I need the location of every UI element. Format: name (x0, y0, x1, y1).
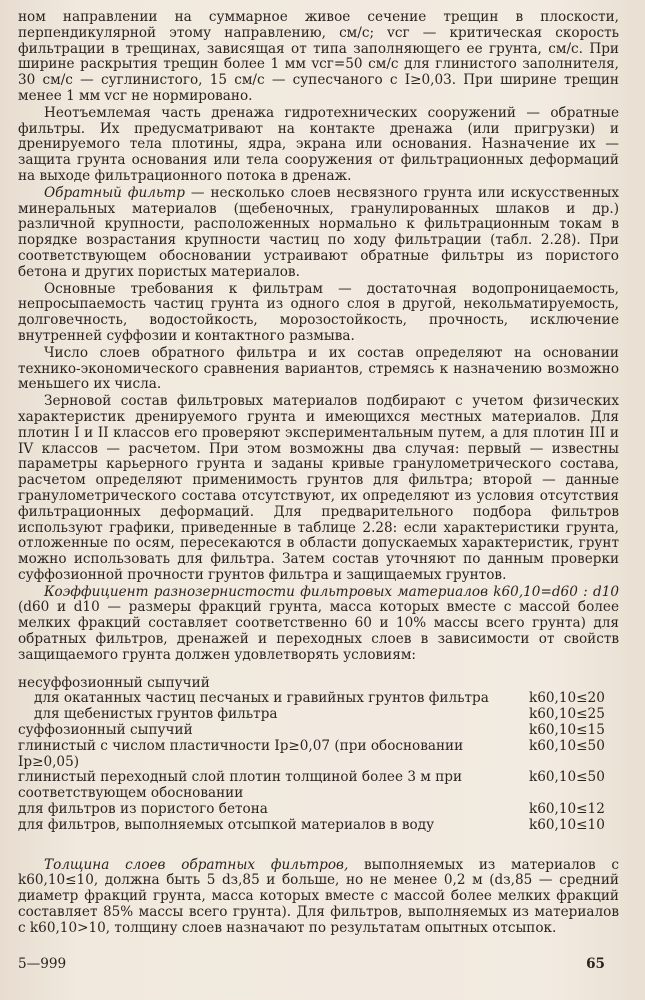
condition-value: k60,10≤25 (529, 706, 605, 723)
condition-row (18, 770, 619, 802)
paragraph-reverse-filter-definition (18, 186, 619, 281)
uniformity-text: (d60 и d10 — размеры фракций грунта, масса которых вместе с массой более мелких фракций составляет соответственно 60 и 10% массы всего грунта) для обратных фильтров, дренажей и переходных слоев в зависимости от свойств защищаемого грунта должен удовлетворять условиям: (18, 599, 619, 663)
condition-value: k60,10≤50 (529, 737, 605, 754)
condition-value: k60,10≤50 (529, 769, 605, 786)
definition-text: — несколько слоев несвязного грунта или искусственных минеральных материалов (щебеночных, гранулированных шлаков и др.) различной крупности, расположенных нормально к фильтрационным токам в порядке возрастания крупности частиц по ходу фильтрации (табл. 2.28). При соответствующем обосновании устраивают обратные фильтры из пористого бетона и других пористых материалов. (18, 184, 619, 280)
condition-text: суффозионный сыпучий (18, 722, 193, 739)
thickness-text: выполняемых из материалов с k60,10≤10, должна быть 5 dз,85 и больше, но не менее 0,2 м (dз,85 — средний диаметр фракций грунта, масса которых вместе с массой более мелких фракций составляет 85% массы всего грунта). Для фильтров, выполняемых из материалов с k60,10>10, толщину слоев назначают по результатам опытных отсыпок. (18, 856, 619, 936)
condition-text: для фильтров, выполняемых отсыпкой материалов в воду (18, 816, 435, 833)
paragraph-requirements: Основные требования к фильтрам — достаточная водопроницаемость, непросыпаемость частиц грунта из одного слоя в другой, некольматируемость, долговечность, водостойкость, морозостойкость, прочность, исключение внутренней суффозии и контактного размыва. (18, 280, 619, 344)
condition-text: для фильтров из пористого бетона (18, 801, 268, 818)
condition-row (18, 802, 619, 818)
paragraph-uniformity-coefficient (18, 585, 619, 664)
condition-text: для окатанных частиц песчаных и гравийных грунтов фильтра (34, 690, 489, 707)
condition-text: глинистый с числом пластичности Ip≥0,07 (при обосновании Ip≥0,05) (18, 737, 464, 770)
condition-text: для щебенистых грунтов фильтра (34, 706, 278, 723)
condition-row (18, 818, 619, 834)
condition-row (18, 691, 619, 707)
term-reverse-filter: Обратный фильтр (44, 184, 185, 201)
paragraph-layer-thickness (18, 858, 619, 937)
conditions-rows (18, 691, 619, 833)
conditions-head: несуффозионный сыпучий (18, 674, 210, 691)
condition-value: k60,10≤10 (529, 816, 605, 833)
condition-value: k60,10≤15 (529, 722, 605, 739)
condition-row (18, 739, 619, 771)
paragraph-velocity: ном направлении на суммарное живое сечение трещин в плоскости, перпендикулярной этому направлению, см/с; vсг — критическая скорость фильтрации в трещинах, зависящая от типа заполняющего ее грунта, см/с. При ширине раскрытия трещин более 1 мм vсг=50 см/с для глинистого заполнителя, 30 см/с — суглинистого, 15 см/с — супесчаного с I≥0,03. При ширине трещин менее 1 мм vсг не нормировано. (18, 9, 619, 104)
condition-value: k60,10≤12 (529, 801, 605, 818)
paragraph-reverse-filters: Неотъемлемая часть дренажа гидротехнических сооружений — обратные фильтры. Их предусматривают на контакте дренажа (или пригрузки) и дренируемого тела плотины, ядра, экрана или основания. Назначение их — защита грунта основания или тела сооружения от фильтрационных деформаций на выходе фильтрационного потока в дренаж. (18, 104, 619, 184)
condition-value: k60,10≤20 (529, 690, 605, 707)
condition-row (18, 723, 619, 739)
paragraph-layer-count: Число слоев обратного фильтра и их состав определяют на основании технико-экономического сравнения вариантов, стремясь к назначению возможно меньшего их числа. (18, 344, 619, 393)
page-number: 65 (586, 956, 605, 972)
formula-uniformity: k60,10=d60 : d10 (488, 583, 619, 600)
term-uniformity-coefficient: Коэффициент разнозернистости фильтровых материалов (44, 583, 489, 600)
conditions-list (18, 676, 619, 834)
page-footer (18, 957, 605, 973)
signature-mark: 5—999 (18, 956, 67, 972)
condition-row (18, 707, 619, 723)
term-layer-thickness: Толщина слоев обратных фильтров, (44, 856, 349, 873)
paragraph-grain-composition: Зерновой состав фильтровых материалов подбирают с учетом физических характеристик дренируемого грунта и имеющихся местных материалов. Для плотин I и II классов его проверяют экспериментальным путем, а для плотин III и IV классов — расчетом. При этом возможны два случая: первый — известны параметры карьерного грунта и заданы кривые гранулометрического состава, расчетом определяют применимость грунтов для фильтра; второй — данные гранулометрического состава отсутствуют, их определяют из условия отсутствия фильтрационных деформаций. Для предварительного подбора фильтров используют графики, приведенные в таблице 2.28: если характеристики грунта, отложенные по осям, пересекаются в области допускаемых характеристик, грунт можно использовать для фильтра. Затем состав уточняют по данным проверки суффозионной прочности грунтов фильтра и защищаемых грунтов. (18, 393, 619, 583)
condition-text: глинистый переходный слой плотин толщиной более 3 м при соответствующем обосновании (18, 769, 463, 802)
